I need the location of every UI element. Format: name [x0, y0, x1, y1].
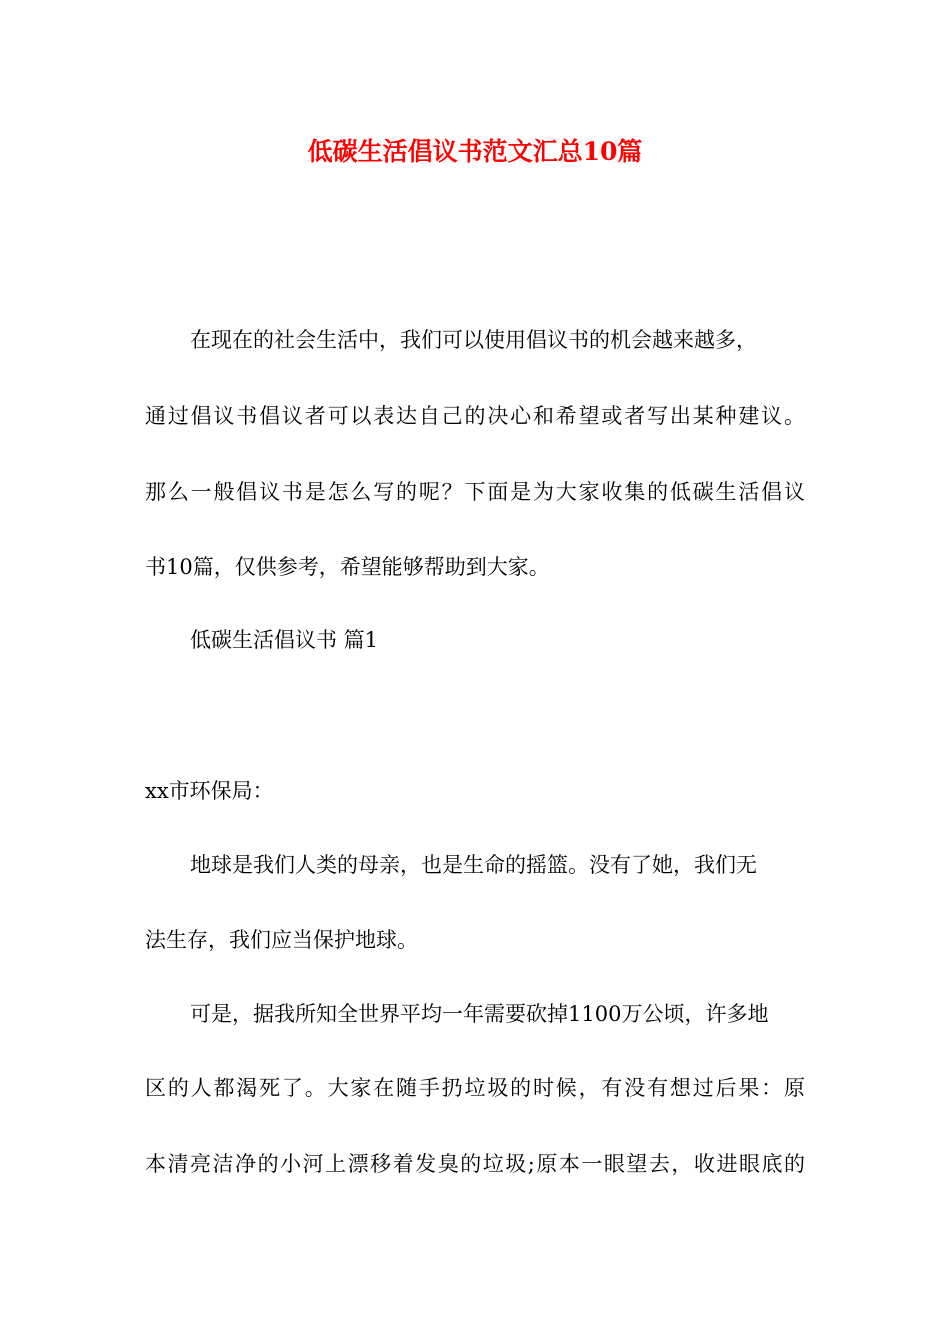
paragraph-2-line-3: 本清亮洁净的小河上漂移着发臭的垃圾;原本一眼望去，收进眼底的	[145, 1152, 805, 1176]
intro-line-1: 在现在的社会生活中，我们可以使用倡议书的机会越来越多，	[190, 328, 757, 352]
intro-line-4: 书10篇，仅供参考，希望能够帮助到大家。	[145, 555, 550, 579]
paragraph-2-line-2: 区的人都渴死了。大家在随手扔垃圾的时候，有没有想过后果：原	[145, 1076, 805, 1100]
salutation: xx市环保局：	[145, 779, 274, 803]
paragraph-1-line-1: 地球是我们人类的母亲，也是生命的摇篮。没有了她，我们无	[190, 853, 757, 877]
intro-line-2: 通过倡议书倡议者可以表达自己的决心和希望或者写出某种建议。	[145, 404, 805, 428]
document-title: 低碳生活倡议书范文汇总10篇	[307, 137, 643, 166]
section-heading: 低碳生活倡议书 篇1	[190, 628, 379, 652]
paragraph-2-line-1: 可是，据我所知全世界平均一年需要砍掉1100万公顷，许多地	[190, 1002, 769, 1026]
intro-line-3: 那么一般倡议书是怎么写的呢？下面是为大家收集的低碳生活倡议	[145, 480, 805, 504]
paragraph-1-line-2: 法生存，我们应当保护地球。	[145, 928, 418, 952]
